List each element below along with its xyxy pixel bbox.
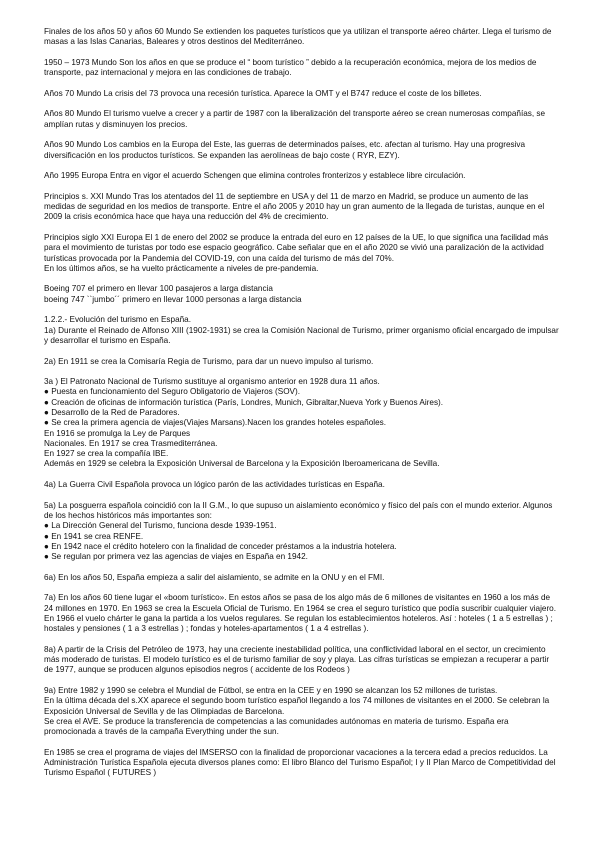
document-body <box>44 27 560 779</box>
paragraph-line: Además en 1929 se celebra la Exposición Universal de Barcelona y la Exposición Iberoamericana de Sevilla. <box>44 459 440 469</box>
paragraph <box>44 645 560 676</box>
paragraph-line: 6a) En los años 50, España empieza a salir del aislamiento, se admite en la ONU y en el FMI. <box>44 572 385 582</box>
paragraph-line: Se crea el AVE. Se produce la transferencia de competencias a las comunidades autónomas en materia de turismo. España era promocionada a través de la campaña Everything under the sun. <box>44 716 509 737</box>
paragraph-line: 7a) En los años 60 tiene lugar el «boom turístico». En estos años se pasa de los algo más de 6 millones de visitantes en 1960 a los más de 24 millones en 1970. En 1963 se crea la Escuela Oficial de Turismo. En 1964 se crea el seguro turístico que podía suscribir cualquier viajero. En 1966 el vuelo chárter le gana la partida a los vuelos regulares. Se regulan los establecimientos hoteleros. Así : hoteles ( 1 a 5 estrellas ) ; hostales y pensiones ( 1 a 3 estrellas ) ; fondas y hoteles-apartamentos ( 1 a 4 estrellas ). <box>44 593 556 634</box>
paragraph <box>44 573 560 583</box>
paragraph <box>44 58 560 79</box>
paragraph <box>44 89 560 99</box>
paragraph-line: ● Desarrollo de la Red de Paradores. <box>44 407 180 417</box>
paragraph-line: Principios siglo XXI Europa El 1 de enero del 2002 se produce la entrada del euro en 12 países de la UE, lo que significa una facilidad más para el movimiento de turistas por todo ese espacio geográfico. Cabe señalar que en el año 2020 se vivió una paralización de la actividad turísticas provocada por la Pandemia del COVID-19, con una caída del turismo de más del 70%. <box>44 232 549 263</box>
paragraph <box>44 27 560 48</box>
paragraph-line: 1a) Durante el Reinado de Alfonso XIII (1902-1931) se crea la Comisión Nacional de Turismo, primer organismo oficial encargado de impulsar y desarrollar el turismo en España. <box>44 325 559 345</box>
paragraph <box>44 315 560 346</box>
paragraph <box>44 686 560 737</box>
paragraph-line: ● En 1942 nace el crédito hotelero con la finalidad de conceder préstamos a la industria hotelera. <box>44 541 397 551</box>
paragraph <box>44 284 560 305</box>
paragraph-line: Principios s. XXI Mundo Tras los atentados del 11 de septiembre en USA y del 11 de marzo en Madrid, se produce un aumento de las medidas de seguridad en los medios de transporte. Entre el año 2005 y 2010 hay un gran aumento de la llegada de turistas, aunque en el 2009 la crisis económica hace que haya una reducción del 4% de crecimiento. <box>44 191 545 222</box>
paragraph <box>44 171 560 181</box>
paragraph-line: ● Se regulan por primera vez las agencias de viajes en España en 1942. <box>44 552 308 562</box>
paragraph-line: ● En 1941 se crea RENFE. <box>44 531 144 541</box>
paragraph <box>44 377 560 470</box>
paragraph-line: ● Puesta en funcionamiento del Seguro Obligatorio de Viajeros (SOV). <box>44 387 301 397</box>
paragraph <box>44 480 560 490</box>
paragraph-line: Años 80 Mundo El turismo vuelve a crecer y a partir de 1987 con la liberalización del transporte aéreo se crean numerosas compañías, se amplían rutas y disminuyen los precios. <box>44 109 546 129</box>
paragraph-line: ● Se crea la primera agencia de viajes(Viajes Marsans).Nacen los grandes hoteles españoles. <box>44 418 387 428</box>
paragraph-line: 9a) Entre 1982 y 1990 se celebra el Mundial de Fútbol, se entra en la CEE y en 1990 se alcanzan los 52 millones de turistas. <box>44 686 498 695</box>
paragraph-line: ● Creación de oficinas de información turística (París, Londres, Munich, Gibraltar,Nueva York y Buenos Aires). <box>44 397 444 407</box>
paragraph-line: ● La Dirección General del Turismo, funciona desde 1939-1951. <box>44 521 277 531</box>
paragraph-line: En los últimos años, se ha vuelto prácticamente a niveles de pre-pandemia. <box>44 263 319 273</box>
paragraph-line: 1950 – 1973 Mundo Son los años en que se produce el “ boom turístico ” debido a la recuperación económica, mejora de los medios de transporte, paz internacional y mejora en las condiciones de trabajo. <box>44 57 537 78</box>
paragraph-line: 3a ) El Patronato Nacional de Turismo sustituye al organismo anterior en 1928 dura 11 años. <box>44 377 380 387</box>
paragraph <box>44 501 560 563</box>
paragraph-line: 4a) La Guerra Civil Española provoca un lógico parón de las actividades turísticas en España. <box>44 480 385 490</box>
paragraph-line: En 1916 se promulga la Ley de Parques <box>44 428 191 438</box>
paragraph-line: Años 90 Mundo Los cambios en la Europa del Este, las guerras de determinados países, etc. afectan al turismo. Hay una progresiva diversificación en los productos turísticos. Se expanden las aerolíneas de bajo coste ( RYR, EZY). <box>44 140 526 160</box>
paragraph-line: 2a) En 1911 se crea la Comisaría Regia de Turismo, para dar un nuevo impulso al turismo. <box>44 356 374 366</box>
paragraph-line: boeing 747 ``jumbo´´ primero en llevar 1000 personas a larga distancia <box>44 294 302 304</box>
paragraph-line: Finales de los años 50 y años 60 Mundo Se extienden los paquetes turísticos que ya utilizan el transporte aéreo chárter. Llega el turismo de masas a las Islas Canarias, Baleares y otros destinos del Mediterráneo. <box>44 27 552 47</box>
paragraph-line: Año 1995 Europa Entra en vigor el acuerdo Schengen que elimina controles fronterizos y establece libre circulación. <box>44 171 466 181</box>
paragraph <box>44 140 560 161</box>
paragraph <box>44 748 560 779</box>
paragraph-line: Años 70 Mundo La crisis del 73 provoca una recesión turística. Aparece la OMT y el B747 reduce el coste de los billetes. <box>44 88 482 98</box>
paragraph-line: 5a) La posguerra española coincidió con la II G.M., lo que supuso un aislamiento económico y físico del país con el mundo exterior. Algunos de los hechos históricos más importantes son: <box>44 500 553 520</box>
paragraph <box>44 357 560 367</box>
paragraph-line: En la última década del s.XX aparece el segundo boom turístico español llegando a los 74 millones de visitantes en el 2000. Se celebran la Exposición Universal de Sevilla y de las Olimpiadas de Barcelona. <box>44 696 550 716</box>
paragraph <box>44 593 560 634</box>
paragraph-line: 8a) A partir de la Crisis del Petróleo de 1973, hay una creciente inestabilidad política, una conflictividad laboral en el sector, un crecimiento más moderado de turistas. El modelo turístico es el de turismo familiar de soy y playa. Las cifras turísticas se empiezan a recuperar a partir de 1977, aunque se producen algunos episodios negros ( accidente de los Rodeos ) <box>44 644 550 675</box>
paragraph <box>44 233 560 274</box>
paragraph-line: En 1927 se crea la compañía IBE. <box>44 449 169 459</box>
paragraph-line: Boeing 707 el primero en llevar 100 pasajeros a larga distancia <box>44 284 273 294</box>
paragraph <box>44 109 560 130</box>
paragraph-line: Nacionales. En 1917 se crea Trasmediterránea. <box>44 438 218 448</box>
paragraph <box>44 192 560 223</box>
paragraph-line: 1.2.2.- Evolución del turismo en España. <box>44 315 192 325</box>
paragraph-line: En 1985 se crea el programa de viajes del IMSERSO con la finalidad de proporcionar vacaciones a la tercera edad a precios reducidos. La Administración Turística Española ejecuta diversos planes como: El libro Blanco del Turismo Español; I y II Plan Marco de Competitividad del Turismo Español ( FUTURES ) <box>44 747 556 778</box>
